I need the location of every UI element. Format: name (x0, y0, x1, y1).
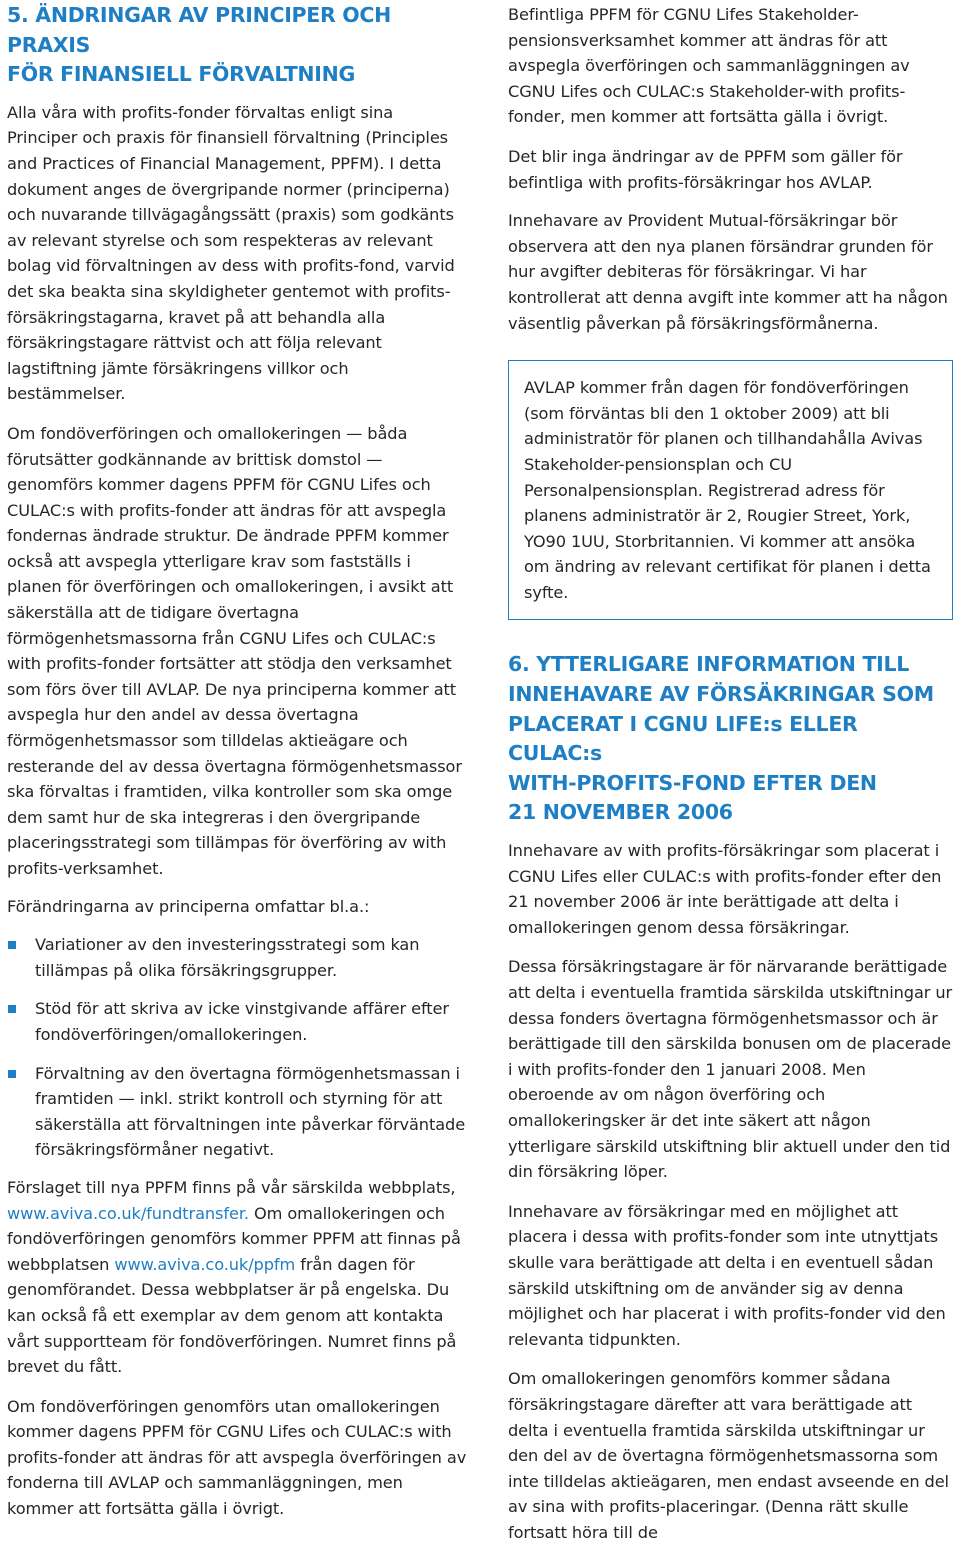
section-6-heading: 6. YTTERLIGARE INFORMATION TILL INNEHAVARE AV FÖRSÄKRINGAR SOM PLACERAT I CGNU LIFE:s ELLER CULAC:s WITH-PROFITS-FOND EFTER DEN 21 NOVEMBER 2006 (508, 652, 934, 825)
right-paragraph-3: Innehavare av Provident Mutual-försäkringar bör observera att den nya planen försändrar grunden för hur avgifter debiteras för försäkringar. Vi har kontrollerat att denna avgift inte kommer att ha någon väsentlig påverkan på försäkringsförmånerna. (508, 211, 948, 333)
left-column (7, 0, 467, 1522)
fundtransfer-link[interactable]: www.aviva.co.uk/fundtransfer. (7, 1203, 249, 1223)
section-5-paragraph-3: Förändringarna av principerna omfattar bl.a.: (7, 896, 370, 916)
section-6-paragraph-3: Innehavare av försäkringar med en möjlighet att placera i dessa with profits-fonder som inte utnyttjats skulle vara berättigade att delta i en eventuell sådan särskild utskiftning om de använder sig av denna möjlighet och har placerat i with profits-fonder vid den relevanta tidpunkten. (508, 1201, 946, 1349)
section-5-paragraph-4: Förslaget till nya PPFM finns på vår särskilda webbplats, www.aviva.co.uk/fundtransfer. Om omallokeringen och fondöverföringen genomförs kommer PPFM att finnas på webbplatsen www.aviva.co.uk/ppfm från dagen för genomförandet. Dessa webbplatser är på engelska. Du kan också få ett exemplar av dem genom att kontakta vårt supportteam för fondöverföringen. Numret finns på brevet du fått. (7, 1177, 461, 1377)
section-6-paragraph-2: Dessa försäkringstagare är för närvarande berättigade att delta i eventuella framtida särskilda utskiftningar ur dessa fonders övertagna förmögenhetsmassor och är berättigade till den särskilda bonusen om de placerade i with profits-fonder den 1 januari 2008. Men oberoende av om någon överföring och omallokeringsker är det inte säkert att någon ytterligare särskild utskiftning blir aktuell under den tid din försäkring löper. (508, 957, 953, 1182)
square-bullet-icon (8, 1070, 16, 1078)
ppfm-link[interactable]: www.aviva.co.uk/ppfm (114, 1254, 296, 1274)
section-5-heading: 5. ÄNDRINGAR AV PRINCIPER OCH PRAXIS FÖR FINANSIELL FÖRVALTNING (7, 3, 392, 87)
square-bullet-icon (8, 1005, 16, 1013)
avlap-info-text: AVLAP kommer från dagen för fondöverföringen (som förväntas bli den 1 oktober 2009) att bli administratör för planen och tillhandahålla Avivas Stakeholder-pensionsplan och CU Personalpensionsplan. Registrerad adress för planens administratör är 2, Rougier Street, York, YO90 1UU, Storbritannien. Vi kommer att ansöka om ändring av relevant certifikat för planen i detta syfte. (524, 378, 931, 602)
section-6-paragraph-4: Om omallokeringen genomförs kommer sådana försäkringstagare därefter att vara berättigade att delta i eventuella framtida särskilda utskiftningar ur den del av de övertagna förmögenhetsmassorna som inte tilldelas aktieägaren, men endast avseende en del av sina with profits-placeringar. (Denna rätt skulle fortsatt höra till de (508, 1369, 949, 1542)
list-item: Stöd för att skriva av icke vinstgivande affärer efter fondöverföringen/omallokeringen. (7, 996, 467, 1047)
changes-list (7, 932, 467, 1163)
list-item: Förvaltning av den övertagna förmögenhetsmassan i framtiden — inkl. strikt kontroll och styrning för att säkerställa att förvaltningen inte påverkar förväntade försäkringsförmåner negativt. (7, 1061, 467, 1163)
right-paragraph-2: Det blir inga ändringar av de PPFM som gäller för befintliga with profits-försäkringar hos AVLAP. (508, 146, 903, 192)
section-5-paragraph-1: Alla våra with profits-fonder förvaltas enligt sina Principer och praxis för finansiell förvaltning (Principles and Practices of Financial Management, PPFM). I detta dokument anges de övergripande normer (principerna) och nuvarande tillvägagångssätt (praxis) som godkänts av relevant styrelse och som respekteras av relevant bolag vid förvaltningen av dess with profits-fond, varvid det ska beakta sina skyldigheter gentemot with profits-försäkringstagarna, kravet på att behandla alla försäkringstagare rättvist och att följa relevant lagstiftning jämte försäkringens villkor och bestämmelser. (7, 102, 455, 404)
section-6-paragraph-1: Innehavare av with profits-försäkringar som placerat i CGNU Lifes eller CULAC:s with profits-fonder efter den 21 november 2006 är inte berättigade att delta i omallokeringen genom dessa försäkringar. (508, 841, 942, 937)
right-paragraph-1: Befintliga PPFM för CGNU Lifes Stakeholder-pensionsverksamhet kommer att ändras för att avspegla överföringen och sammanläggningen av CGNU Lifes och CULAC:s Stakeholder-with profits-fonder, men kommer att fortsätta gälla i övrigt. (508, 5, 910, 127)
avlap-info-box (508, 360, 953, 620)
section-5-paragraph-2: Om fondöverföringen och omallokeringen — båda förutsätter godkännande av brittisk domstol — genomförs kommer dagens PPFM för CGNU Lifes och CULAC:s with profits-fonder att ändras för att avspegla fondernas ändrade struktur. De ändrade PPFM kommer också att avspegla ytterligare krav som fastställs i planen för överföringen och omallokeringen, i avsikt att säkerställa att de tidigare övertagna förmögenhetsmassorna från CGNU Lifes och CULAC:s with profits-fonder fortsätter att stödja den verksamhet som förs över till AVLAP. De nya principerna kommer att avspegla hur den andel av dessa övertagna förmögenhetsmassor som tilldelas aktieägare och resterande del av dessa övertagna förmögenhetsmassor ska förvaltas i framtiden, vilka kontroller som ska omge dem samt hur de ska integreras i den övergripande placeringsstrategi som tillämpas för överföring av with profits-verksamhet. (7, 423, 462, 878)
list-item: Variationer av den investeringsstrategi som kan tillämpas på olika försäkringsgrupper. (7, 932, 467, 983)
square-bullet-icon (8, 941, 16, 949)
right-column (508, 0, 953, 1545)
section-5-paragraph-5: Om fondöverföringen genomförs utan omallokeringen kommer dagens PPFM för CGNU Lifes och CULAC:s with profits-fonder att ändras för att avspegla överföringen av fonderna till AVLAP och sammanläggningen, men kommer att fortsätta gälla i övrigt. (7, 1396, 467, 1519)
